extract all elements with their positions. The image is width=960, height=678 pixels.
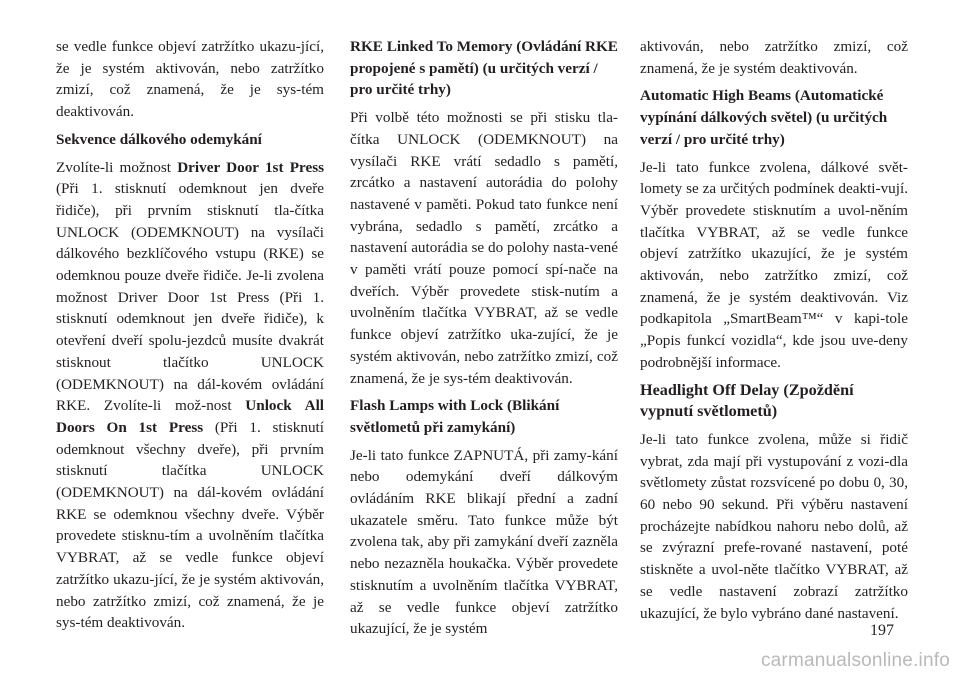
- paragraph-automatic-high-beams: Je-li tato funkce zvolena, dálkové svět-lomety se za určitých podmínek deakti-vují. Výběr provedete stisknutím a uvol-něním tlačítka VYBRAT, až se vedle funkce objeví zatržítko ukazující, že je systém aktivován, nebo zatržítko zmizí, což znamená, že je systém deaktivován. Viz podkapitola „SmartBeam™“ v kapi-tole „Popis funkcí vozidla“, kde jsou uve-deny podrobnější informace.: [640, 158, 908, 371]
- heading-flash-lamps: Flash Lamps with Lock (Blikání světlometů při zamykání): [350, 397, 560, 436]
- bold-option-all-doors: Unlock All Doors On 1st Press: [56, 397, 325, 436]
- column-right: [640, 36, 908, 630]
- heading-automatic-high-beams: Automatic High Beams (Automatické vypínání dálkových světel) (u určitých verzí / pro určité trhy): [640, 87, 888, 148]
- page-number: 197: [870, 622, 894, 639]
- heading-remote-unlock-sequence: Sekvence dálkového odemykání: [56, 130, 262, 148]
- column-left: [56, 36, 324, 640]
- paragraph-continued: aktivován, nebo zatržítko zmizí, což znamená, že je systém deaktivován.: [640, 38, 908, 77]
- paragraph-continued: se vedle funkce objeví zatržítko ukazu-jící, že je systém aktivován, nebo zatržítko zmizí, což znamená, že je sys-tém deaktivován.: [56, 38, 324, 121]
- text-run: Zvolíte-li možnost: [56, 158, 178, 176]
- paragraph-remote-unlock: [56, 157, 324, 634]
- column-middle: [350, 36, 618, 646]
- heading-headlight-off-delay: Headlight Off Delay (Zpoždění vypnutí světlometů): [640, 380, 854, 421]
- paragraph-rke-linked-memory: Při volbě této možnosti se při stisku tla-čítka UNLOCK (ODEMKNOUT) na vysílači RKE vrátí sedadlo s pamětí, zrcátko a nastavení autorádia do polohy nastavené v paměti. Pokud tato funkce není vybrána, sedadlo s pamětí, zrcátko a nastavení autorádia se do polohy nasta-vené v paměti vrátí pouze pomocí spí-nače na dveřích. Výběr provedete stisk-nutím a uvolněním tlačítka VYBRAT, až se vedle funkce objeví zatržítko uka-zující, že je systém aktivován, nebo zatržítko zmizí, což znamená, že je sys-tém deaktivován.: [350, 109, 618, 387]
- text-run: (Při 1. stisknutí odemknout všechny dveře), při prvním stisknutí tlačítka UNLOCK (ODEMKNOUT) na dál-kovém ovládání RKE se odemknou všechny dveře. Výběr provedete stisknu-tím a uvolněním tlačítka VYBRAT, až se vedle funkce objeví zatržítko ukazu-jící, že je systém aktivován, nebo zatržítko zmizí, což znamená, že je sys-tém deaktivován.: [56, 418, 324, 632]
- paragraph-headlight-off-delay: Je-li tato funkce zvolena, může si řidič vybrat, zda mají při vystupování z vozi-dla světlomety zůstat rozsvícené po dobu 0, 30, 60 nebo 90 sekund. Při výběru nastavení procházejte nabídkou nahoru nebo dolů, až se zvýrazní prefe-rované nastavení, poté stiskněte a uvol-něte tlačítko VYBRAT, až se vedle nastavení zobrazí zatržítko ukazující, že bylo vybráno dané nastavení.: [640, 430, 908, 622]
- bold-option-driver-door: Driver Door 1st Press: [177, 158, 325, 176]
- watermark: carmanualsonline.info: [760, 650, 950, 671]
- heading-rke-linked-memory: RKE Linked To Memory (Ovládání RKE propojené s pamětí) (u určitých verzí / pro určité trhy): [350, 38, 618, 99]
- text-run: (Při 1. stisknutí odemknout jen dveře řidiče), při prvním stisknutí tla-čítka UNLOCK (ODEMKNOUT) na vysílači dálkového bezklíčového vstupu (RKE) se odemknou pouze dveře řidiče. Je-li zvolena možnost Driver Door 1st Press (Při 1. stisknutí odemknout jen dveře řidiče), k otevření dveří spolu-jezdců musíte dvakrát stisknout tlačítko UNLOCK (ODEMKNOUT) na dál-kovém ovládání RKE. Zvolíte-li mož-nost: [56, 180, 324, 415]
- paragraph-flash-lamps: Je-li tato funkce ZAPNUTÁ, při zamy-kání nebo odemykání dveří dálkovým ovládáním RKE blikají přední a zadní ukazatele směru. Tato funkce může být zvolena tak, aby při zamykání dveří zazněla nebo nezazněla houkačka. Výběr provedete stisknutím a uvolněním tlačítka VYBRAT, až se vedle funkce objeví zatržítko ukazující, že je systém: [350, 446, 618, 638]
